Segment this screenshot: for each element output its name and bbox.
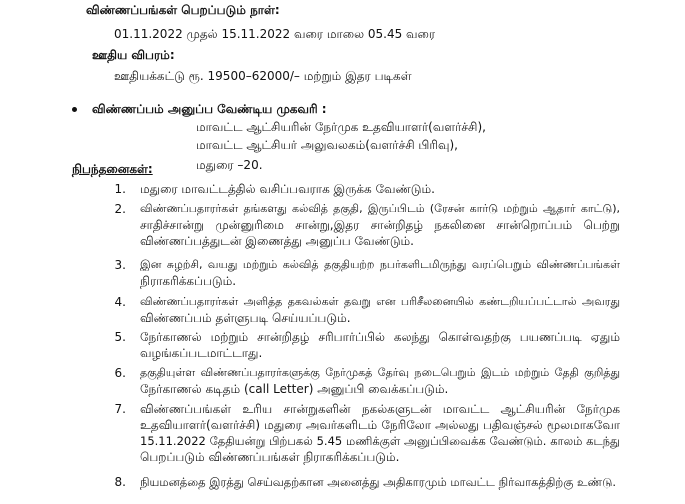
address-line-3: மதுரை –20. — [196, 158, 263, 172]
condition-item-4 — [140, 294, 620, 326]
condition-number: 8. — [114, 475, 126, 489]
condition-number: 1. — [114, 182, 126, 196]
condition-item-2 — [140, 201, 620, 249]
application-period-heading: விண்ணப்பங்கள் பெறப்படும் நாள்: — [86, 3, 280, 17]
salary-details: ஊதியக்கட்டு ரூ. 19500–62000/– மற்றும் இதர படிகள் — [114, 69, 412, 83]
condition-item-1 — [140, 181, 620, 197]
condition-line: விண்ணப்பதாரர்கள் தங்களது கல்வித் தகுதி, இருப்பிடம் (ரேசன் கார்டு மற்றும் ஆதார் காட்டு), — [140, 202, 620, 215]
condition-number: 2. — [114, 202, 126, 216]
condition-item-5 — [140, 329, 620, 361]
conditions-heading: நிபந்தனைகள்: — [72, 162, 153, 176]
condition-number: 3. — [114, 258, 126, 272]
application-period-dates: 01.11.2022 முதல் 15.11.2022 வரை மாலை 05.45 வரை — [114, 27, 436, 41]
condition-number: 7. — [114, 402, 126, 416]
address-line-2: மாவட்ட ஆட்சியர் அலுவலகம்(வளர்ச்சி பிரிவு), — [196, 138, 458, 152]
condition-line: தகுதியுள்ள விண்ணப்பதாரர்களுக்கு நேர்முகத் தேர்வு நடைபெறும் இடம் மற்றும் தேதி குறித்து — [140, 366, 620, 379]
condition-line: விண்ணப்பம் தள்ளுபடி செய்யப்படும். — [140, 311, 351, 325]
condition-line: நேர்காணல் மற்றும் சான்றிதழ் சரிபார்ப்பில் கலந்து கொள்வதற்கு பயணப்படி ஏதும் — [140, 330, 620, 344]
bullet-icon — [72, 107, 77, 112]
address-line-1: மாவட்ட ஆட்சியரின் நேர்முக உதவியாளர்(வளர்ச்சி), — [196, 120, 486, 134]
condition-line: விண்ணப்பங்கள் உரிய சான்றுகளின் நகல்களுடன் மாவட்ட ஆட்சியரின் நேர்முக — [140, 402, 620, 416]
condition-line: பெறப்படும் விண்ணப்பங்கள் நிராகரிக்கப்படும். — [140, 450, 400, 464]
condition-line: இன சுழற்சி, வயது மற்றும் கல்வித் தகுதியற்ற நபர்களிடமிருந்து வரப்பெறும் விண்ணப்பங்கள் — [140, 258, 620, 271]
condition-line: நிராகரிக்கப்படும். — [140, 274, 237, 288]
condition-line: விண்ணப்பத்துடன் இணைத்து அனுப்ப வேண்டும். — [140, 234, 414, 248]
condition-line: விண்ணப்பதாரர்கள் அளித்த தகவல்கள் தவறு என பரிசீலனையில் கண்டறியப்பட்டால் அவரது — [140, 295, 620, 308]
condition-line: உதவியாளர்(வளர்ச்சி) மதுரை அவர்களிடம் நேரிலோ அல்லது பதிவஞ்சல் மூலமாகவோ — [140, 418, 620, 432]
condition-item-7 — [140, 401, 620, 465]
condition-number: 5. — [114, 330, 126, 344]
salary-heading: ஊதிய விபரம்: — [92, 48, 175, 62]
condition-item-6 — [140, 365, 620, 397]
condition-line: நியமனத்தை இரத்து செய்வதற்கான அனைத்து அதிகாரமும் மாவட்ட நிர்வாகத்திற்கு உண்டு. — [140, 475, 617, 489]
condition-line: 15.11.2022 தேதியன்று பிற்பகல் 5.45 மணிக்குள் அனுப்பிவைக்க வேண்டும். காலம் கடந்து — [140, 434, 620, 448]
condition-item-3 — [140, 257, 620, 289]
condition-line: வழங்கப்படமாட்டாது. — [140, 346, 263, 360]
condition-line: சாதிச்சான்று முன்னுரிமை சான்று,இதர சான்றிதழ் நகலினை சான்றொப்பம் பெற்று — [140, 218, 620, 232]
address-heading: விண்ணப்பம் அனுப்ப வேண்டிய முகவரி : — [92, 102, 327, 116]
condition-line: நேர்காணல் கடிதம் (call Letter) அனுப்பி வைக்கப்படும். — [140, 382, 449, 396]
condition-number: 6. — [114, 366, 126, 380]
condition-line: மதுரை மாவட்டத்தில் வசிப்பவராக இருக்க வேண்டும். — [140, 182, 435, 196]
condition-number: 4. — [114, 295, 126, 309]
condition-item-8 — [140, 474, 620, 490]
